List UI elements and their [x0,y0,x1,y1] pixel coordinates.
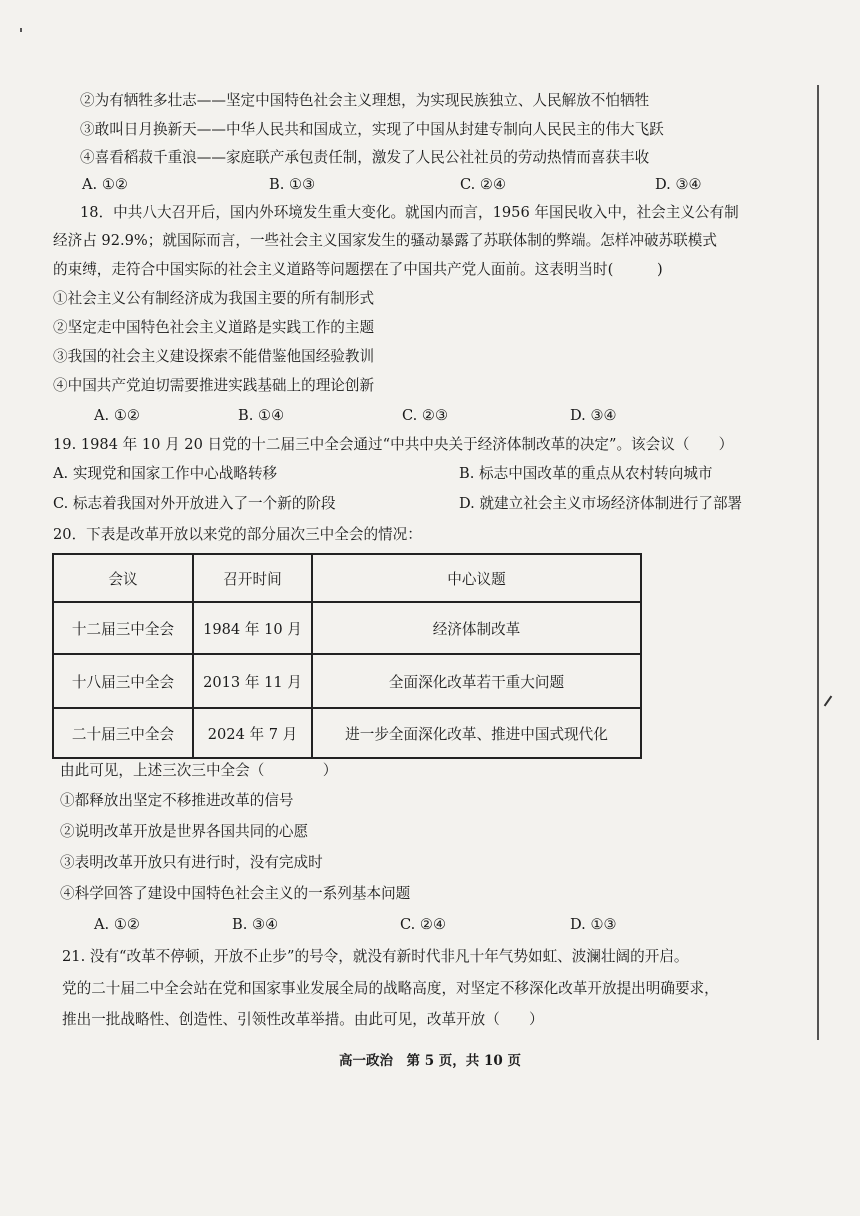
q18-stem-line-3: 的束缚，走符合中国实际的社会主义道路等问题摆在了中国共产党人面前。这表明当时( ) [53,261,663,278]
table-cell-meeting: 十二届三中全会 [53,602,193,654]
q20-item-3: ③表明改革开放只有进行时，没有完成时 [60,854,323,871]
q20-item-1: ①都释放出坚定不移推进改革的信号 [60,792,294,809]
page-edge-line [817,85,819,1040]
table-header-cell: 会议 [53,554,193,602]
q20-option-c: C. ②④ [400,916,447,933]
margin-mark [824,696,833,707]
q18-option-a: A. ①② [94,407,140,424]
q20-option-a: A. ①② [94,916,140,933]
table-row [53,708,641,758]
q17-item-3: ③敢叫日月换新天——中华人民共和国成立，实现了中国从封建专制向人民民主的伟大飞跃 [80,121,664,138]
q21-stem-line-2: 党的二十届二中全会站在党和国家事业发展全局的战略高度，对坚定不移深化改革开放提出明确要求， [62,980,719,997]
q18-item-4: ④中国共产党迫切需要推进实践基础上的理论创新 [53,377,375,394]
table-header-cell: 召开时间 [193,554,312,602]
table-cell-date: 1984 年 10 月 [193,602,312,654]
q18-item-2: ②坚定走中国特色社会主义道路是实践工作的主题 [53,319,375,336]
q19-option-c: C. 标志着我国对外开放进入了一个新的阶段 [53,495,336,512]
q17-option-a: A. ①② [82,176,128,193]
q20-option-d: D. ①③ [570,916,617,933]
q20-item-2: ②说明改革开放是世界各国共同的心愿 [60,823,309,840]
q18-stem-line-1: 18．中共八大召开后，国内外环境发生重大变化。就国内而言，1956 年国民收入中，社会主义公有制 [80,204,739,221]
scan-speck [20,28,22,32]
q17-item-4: ④喜看稻菽千重浪——家庭联产承包责任制，激发了人民公社社员的劳动热情而喜获丰收 [80,149,650,166]
page-footer: 高一政治 第 5 页，共 10 页 [339,1053,521,1069]
q19-stem: 19. 1984 年 10 月 20 日党的十二届三中全会通过“中共中央关于经济体制改革的决定”。该会议（ ） [53,436,734,453]
table-row [53,654,641,708]
q18-option-b: B. ①④ [238,407,285,424]
table-cell-meeting: 十八届三中全会 [53,654,193,708]
table-cell-date: 2013 年 11 月 [193,654,312,708]
q20-after-table: 由此可见，上述三次三中全会（ ） [60,762,338,779]
q18-option-d: D. ③④ [570,407,617,424]
table-cell-topic: 经济体制改革 [312,602,641,654]
table-header-cell: 中心议题 [312,554,641,602]
table-cell-date: 2024 年 7 月 [193,708,312,758]
table-header-row [53,554,641,602]
plenary-table [52,553,642,759]
table-cell-topic: 全面深化改革若干重大问题 [312,654,641,708]
q20-stem: 20．下表是改革开放以来党的部分届次三中全会的情况： [53,526,422,543]
table-cell-topic: 进一步全面深化改革、推进中国式现代化 [312,708,641,758]
q19-option-a: A. 实现党和国家工作中心战略转移 [53,465,278,482]
q21-stem-line-1: 21. 没有“改革不停顿，开放不止步”的号令，就没有新时代非凡十年气势如虹、波澜壮阔的开启。 [62,948,689,965]
q18-item-3: ③我国的社会主义建设探索不能借鉴他国经验教训 [53,348,375,365]
q17-option-b: B. ①③ [269,176,316,193]
q21-stem-line-3: 推出一批战略性、创造性、引领性改革举措。由此可见，改革开放（ ） [62,1011,544,1028]
table-cell-meeting: 二十届三中全会 [53,708,193,758]
q18-item-1: ①社会主义公有制经济成为我国主要的所有制形式 [53,290,375,307]
q20-item-4: ④科学回答了建设中国特色社会主义的一系列基本问题 [60,885,411,902]
q18-stem-line-2: 经济占 92.9%；就国际而言，一些社会主义国家发生的骚动暴露了苏联体制的弊端。怎样冲破苏联模式 [53,232,717,249]
q17-option-c: C. ②④ [460,176,507,193]
q17-option-d: D. ③④ [655,176,702,193]
q19-option-b: B. 标志中国改革的重点从农村转向城市 [459,465,713,482]
q20-option-b: B. ③④ [232,916,279,933]
q19-option-d: D. 就建立社会主义市场经济体制进行了部署 [459,495,743,512]
q18-option-c: C. ②③ [402,407,449,424]
q17-item-2: ②为有牺牲多壮志——坚定中国特色社会主义理想，为实现民族独立、人民解放不怕牺牲 [80,92,650,109]
table-row [53,602,641,654]
